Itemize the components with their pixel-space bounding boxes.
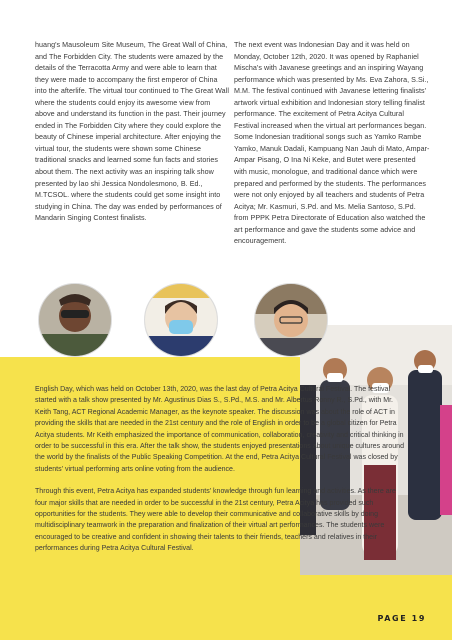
speaker-photo-2 (144, 283, 218, 357)
left-column-text: huang's Mausoleum Site Museum, The Great Wall of China, and The Forbidden City. The students were amazed by the details of the Terracotta Army and were able to learn that they were made to accompany the first emperor of China into the afterlife. The virtual tour continued to The Great Wall where the students could enjoy its awesome view from above and understand its function in the past. Their journey ended in The Forbidden City where they could explore the beauty of Chinese imperial architecture. After enjoying the virtual tour, the students were shown some Chinese traditional snacks and learned some fun facts and stories about them. The next activity was an inspiring talk show presented by lao shi Jessica Nondolesmono, B. Ed., M.TCSOL. where the students could get some insight into studying in China. The day was ended by performances of Mandarin Singing Contest finalists. (35, 41, 229, 223)
page-number: PAGE 19 (377, 614, 426, 623)
right-column-text: The next event was Indonesian Day and it was held on Monday, October 12th, 2020. It was opened by Raphaniel Mischa's with Javanese greetings and an inspiring Wayang performance which was presented by Ms. Eva Zahora, S.Si., M.M. The festival continued with Javanese lettering finalists' artwork virtual exhibition and Indonesian story telling finalist performance. The excitement of Petra Acitya Cultural Festival increased when the virtual art performances began. Some Indonesian traditional songs such as Yamko Rambe Yamko, Manuk Dadali, Kampuang Nan Jauh di Mato, Ampar-Ampar Pisang, O Ina Ni Keke, and Butet were presented with music, monologue, and traditional dance which were prepared and performed by the students. The performances were not only enjoyed by all teachers and students of Petra Acitya; Mr. Kasmuri, S.Pd. and Ms. Melia Santoso, S.Pd. from PPPK Petra Directorate of Education also watched the art performance and gave the students some advice and encouragement. (234, 41, 430, 246)
paragraph: Through this event, Petra Acitya has expanded students' knowledge through fun learning and activities. As there are four major skills that are needed in order to be successful in the 21st century, Petra Acitya has provided such opportunities for the students. They were able to develop their communicative and collaborative skills by doing multidisciplinary teamwork in the preparation and finalization of their virtual art performances. The students were encouraged to be creative and confident in showing their talents to their friends, teachers and relatives in their performances during Petra Acitya Cultural Festival. (35, 488, 396, 553)
speaker-photo-3 (254, 283, 328, 357)
yellow-text-block (35, 384, 405, 555)
paragraph: English Day, which was held on October 13th, 2020, was the last day of Petra Acitya Cultural Festival. The festival started with a talk show presented by Mr. Agustinus Dias S., S.Pd., M.S. and Mr. Albertus Ronny R., S.Pd., with Mr. Keith Tang, ACT Regional Academic Manager, as the keynote speaker. The discussion was about the role of ACT in providing the skills that are needed in the 21st century and the role of English in order to be a global citizen for Petra Acitya students. Mr Keith emphasized the importance of communication, collaboration, creativity and critical thinking in order to be successful in this era. After the talk show, the students enjoyed presentations about unique cultures around the world by the finalists of the Public Speaking Competition. At the end, Petra Acitya Cultural Festival was closed by students' virtual performing arts online voting from the audience. (35, 386, 405, 473)
speaker-photo-1 (38, 283, 112, 357)
